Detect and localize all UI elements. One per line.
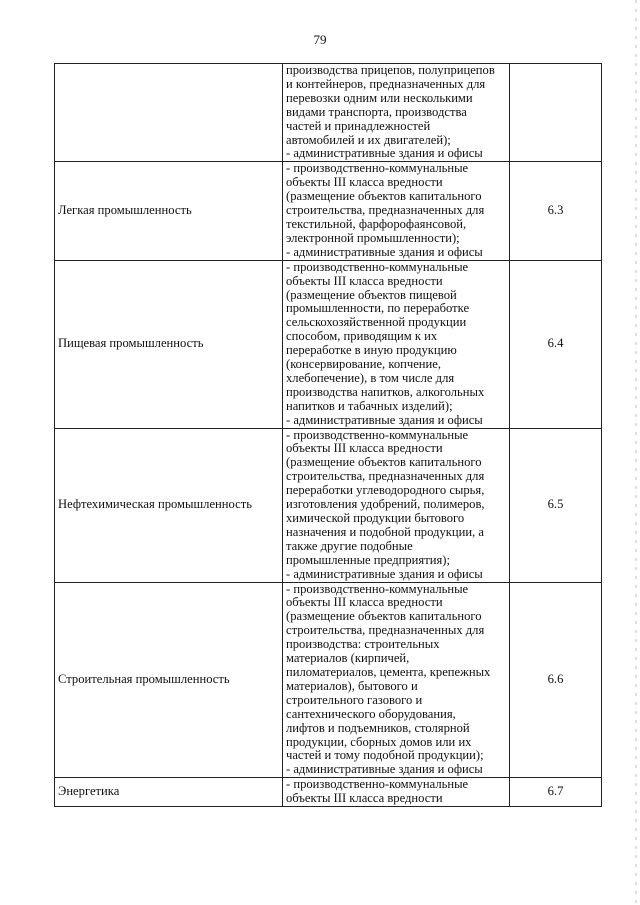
table-row [55, 582, 602, 778]
table-row [55, 64, 602, 162]
land-use-table [54, 63, 602, 807]
table-body [55, 64, 602, 807]
permitted-use-cell [283, 778, 510, 807]
description-line: строительства, предназначенных для [286, 623, 485, 638]
description-line: - производственно-коммунальные [286, 427, 469, 442]
description-line: материалов), бытового и [286, 678, 418, 693]
description-line: сельскохозяйственной продукции [286, 315, 467, 330]
description-line: - производственно-коммунальные [286, 777, 469, 792]
category-cell: Энергетика [55, 778, 283, 807]
table-row [55, 260, 602, 428]
category-cell: Легкая промышленность [55, 162, 283, 260]
description-line: производства: строительных [286, 637, 440, 652]
category-cell [55, 64, 283, 162]
description-line: промышленные предприятия); [286, 552, 450, 567]
description-line: - административные здания и офисы [286, 244, 483, 259]
description-line: переработке в иную продукцию [286, 343, 457, 358]
description-line: напитков и табачных изделий); [286, 398, 453, 413]
category-cell: Строительная промышленность [55, 582, 283, 778]
description-line: также другие подобные [286, 538, 413, 553]
description-line: (консервирование, копчение, [286, 357, 442, 372]
category-cell: Пищевая промышленность [55, 260, 283, 428]
description-line: (размещение объектов капитального [286, 455, 482, 470]
description-line: - производственно-коммунальные [286, 581, 469, 596]
description-line: назначения и подобной продукции, а [286, 524, 484, 539]
description-line: лифтов и подъемников, столярной [286, 720, 470, 735]
use-code-cell: 6.3 [510, 162, 602, 260]
description-line: - производственно-коммунальные [286, 161, 469, 176]
description-line: перевозки одним или несколькими [286, 90, 473, 105]
description-line: способом, приводящим к их [286, 329, 438, 344]
description-line: объекты III класса вредности [286, 595, 443, 610]
permitted-use-cell [283, 260, 510, 428]
description-line: сантехнического оборудования, [286, 706, 456, 721]
description-line: - административные здания и офисы [286, 146, 483, 161]
description-line: материалов (кирпичей, [286, 651, 410, 666]
description-line: объекты III класса вредности [286, 791, 443, 806]
permitted-use-cell [283, 162, 510, 260]
table-row [55, 778, 602, 807]
description-line: электронной промышленности); [286, 230, 460, 245]
description-line: хлебопечение), в том числе для [286, 370, 455, 385]
use-code-cell: 6.6 [510, 582, 602, 778]
use-code-cell [510, 64, 602, 162]
description-line: производства прицепов, полуприцепов [286, 63, 495, 77]
description-line: строительного газового и [286, 692, 423, 707]
description-line: (размещение объектов пищевой [286, 287, 457, 302]
description-line: промышленности, по переработке [286, 301, 470, 316]
description-line: и контейнеров, предназначенных для [286, 76, 486, 91]
description-line: строительства, предназначенных для [286, 203, 485, 218]
use-code-cell: 6.4 [510, 260, 602, 428]
permitted-use-cell [283, 582, 510, 778]
permitted-use-cell [283, 428, 510, 582]
table-row [55, 428, 602, 582]
description-line: продукции, сборных домов или их [286, 734, 472, 749]
description-line: - административные здания и офисы [286, 412, 483, 427]
description-line: пиломатериалов, цемента, крепежных [286, 664, 491, 679]
description-line: автомобилей и их двигателей); [286, 132, 451, 147]
permitted-use-cell [283, 64, 510, 162]
description-line: (размещение объектов капитального [286, 189, 482, 204]
description-line: - административные здания и офисы [286, 762, 483, 777]
scan-edge-artifact [635, 0, 637, 905]
description-line: - административные здания и офисы [286, 566, 483, 581]
description-line: текстильной, фарфорофаянсовой, [286, 216, 467, 231]
description-line: частей и тому подобной продукции); [286, 748, 484, 763]
description-line: (размещение объектов капитального [286, 609, 482, 624]
description-line: объекты III класса вредности [286, 273, 443, 288]
description-line: изготовления удобрений, полимеров, [286, 497, 485, 512]
page-number: 79 [313, 32, 327, 47]
description-line: объекты III класса вредности [286, 175, 443, 190]
description-line: химической продукции бытового [286, 511, 465, 525]
description-line: - производственно-коммунальные [286, 259, 469, 274]
description-line: частей и принадлежностей [286, 118, 431, 133]
use-code-cell: 6.7 [510, 778, 602, 807]
description-line: переработки углеводородного сырья, [286, 483, 485, 498]
category-cell: Нефтехимическая промышленность [55, 428, 283, 582]
use-code-cell: 6.5 [510, 428, 602, 582]
table-row [55, 162, 602, 260]
description-line: видами транспорта, производства [286, 104, 467, 119]
description-line: строительства, предназначенных для [286, 469, 485, 484]
description-line: объекты III класса вредности [286, 441, 443, 456]
description-line: производства напитков, алкогольных [286, 384, 485, 399]
